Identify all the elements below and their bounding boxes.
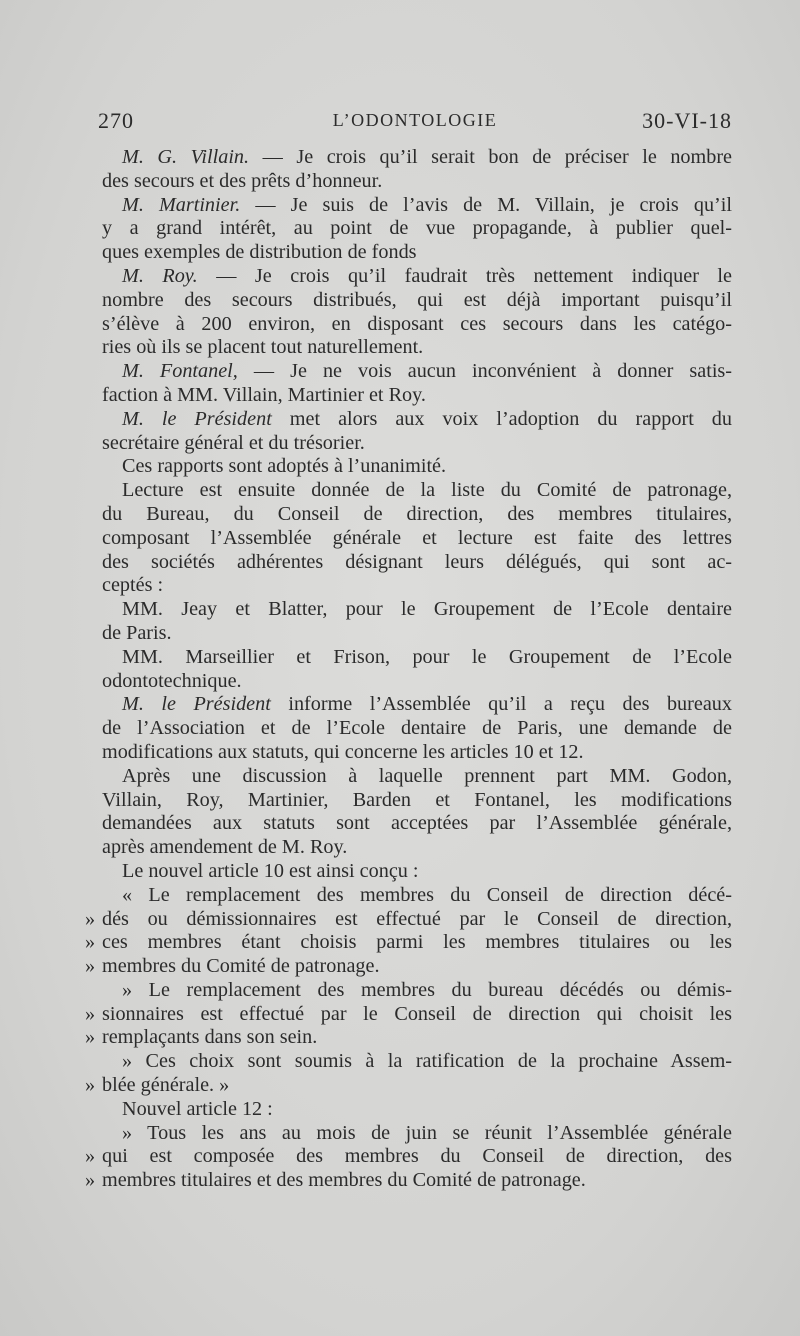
line-text: Le nouvel article 10 est ainsi conçu : [122, 859, 419, 882]
text-line [102, 741, 732, 765]
line-text: Nouvel article 12 : [122, 1097, 273, 1120]
text-line [85, 1169, 732, 1193]
line-text: membres titulaires et des membres du Comité de patronage. [102, 1169, 586, 1192]
text-line [102, 1122, 732, 1146]
continuation-quote-mark: » [85, 1169, 96, 1192]
text-line [102, 384, 732, 408]
text-line [102, 765, 732, 789]
continuation-quote-mark: » [85, 1002, 96, 1025]
text-line [102, 146, 732, 170]
paragraph [85, 1050, 732, 1098]
paragraph [102, 146, 732, 194]
line-text: » Le remplacement des membres du bureau décédés ou démis- [122, 978, 732, 1001]
text-line [102, 598, 732, 622]
line-text: ques exemples de distribution de fonds [102, 241, 417, 264]
line-text: des sociétés adhérentes désignant leurs délégués, qui sont ac- [102, 550, 732, 573]
page-number: 270 [98, 108, 134, 133]
text-line [102, 527, 732, 551]
text-line [85, 931, 732, 955]
text-line [85, 1026, 732, 1050]
paragraph [102, 765, 732, 860]
line-text: des secours et des prêts d’honneur. [102, 169, 383, 192]
text-line [85, 1145, 732, 1169]
paragraph [102, 693, 732, 764]
text-line [85, 907, 732, 932]
text-line [102, 789, 732, 813]
text-line [85, 955, 732, 979]
line-text: ries où ils se placent tout naturellement. [102, 336, 424, 359]
line-text: MM. Marseillier et Frison, pour le Groupement de l’Ecole [122, 645, 732, 668]
text-line [102, 551, 732, 575]
paragraph [102, 408, 732, 456]
text-line [102, 313, 732, 337]
continuation-quote-mark: » [85, 1026, 96, 1049]
issue-date: 30-VI-18 [642, 108, 732, 133]
paragraph [102, 360, 732, 408]
text-line [102, 884, 732, 908]
text-line [102, 693, 732, 717]
line-text: demandées aux statuts sont acceptées par l’Assemblée générale, [102, 812, 732, 835]
continuation-quote-mark: » [85, 955, 96, 978]
running-header [98, 108, 732, 134]
line-text: après amendement de M. Roy. [102, 836, 348, 859]
text-line [102, 622, 732, 646]
line-text: — Je ne vois aucun inconvénient à donner satis- [237, 360, 733, 383]
line-text: du Bureau, du Conseil de direction, des membres titulaires, [102, 502, 732, 525]
journal-title: L’ODONTOLOGIE [332, 110, 498, 130]
text-line [85, 1002, 732, 1027]
paragraph [102, 479, 732, 598]
line-text: ces membres étant choisis parmi les membres titulaires ou les [102, 931, 732, 954]
text-line [102, 241, 732, 265]
line-text: membres du Comité de patronage. [102, 955, 380, 978]
line-text: de Paris. [102, 621, 172, 644]
paragraph [102, 1098, 732, 1122]
text-line [102, 289, 732, 313]
line-text: dés ou démissionnaires est effectué par le Conseil de direction, [102, 907, 732, 930]
continuation-quote-mark: » [85, 931, 96, 954]
line-text: remplaçants dans son sein. [102, 1026, 318, 1049]
text-line [102, 646, 732, 670]
text-line [102, 574, 732, 598]
line-text: de l’Association et de l’Ecole dentaire de Paris, une demande de [102, 717, 732, 740]
speaker-name: M. Martinier. [122, 193, 241, 216]
line-text: Lecture est ensuite donnée de la liste du Comité de patronage, [122, 479, 732, 502]
line-text: s’élève à 200 environ, en disposant ces secours dans les catégo- [102, 312, 732, 335]
speaker-name: M. le Président [122, 407, 272, 430]
line-text: Villain, Roy, Martinier, Barden et Fontanel, les modifications [102, 788, 732, 811]
speaker-name: M. Fontanel, [122, 360, 238, 383]
line-text: — Je crois qu’il faudrait très nettement indiquer le [197, 264, 733, 287]
text-line [102, 836, 732, 860]
line-text: faction à MM. Villain, Martinier et Roy. [102, 383, 426, 406]
text-line [102, 455, 732, 479]
text-line [102, 812, 732, 836]
text-line [102, 265, 732, 289]
line-text: composant l’Assemblée générale et lecture est faite des lettres [102, 526, 732, 549]
text-line [102, 503, 732, 527]
text-line [102, 670, 732, 694]
text-line [102, 217, 732, 241]
continuation-quote-mark: » [85, 1074, 96, 1097]
text-line [102, 194, 732, 218]
paragraph [102, 455, 732, 479]
text-line [102, 1050, 732, 1074]
line-text: ceptés : [102, 574, 164, 597]
line-text: odontotechnique. [102, 669, 242, 692]
text-line [102, 860, 732, 884]
speaker-name: M. G. Villain. [122, 146, 250, 168]
line-text: modifications aux statuts, qui concerne les articles 10 et 12. [102, 740, 584, 763]
text-line [102, 432, 732, 456]
paragraph [102, 598, 732, 646]
line-text: » Ces choix sont soumis à la ratification de la prochaine Assem- [122, 1050, 732, 1073]
line-text: » Tous les ans au mois de juin se réunit l’Assemblée générale [122, 1121, 732, 1144]
text-line [102, 360, 732, 384]
text-line [102, 717, 732, 741]
line-text: « Le remplacement des membres du Conseil de direction décé- [122, 883, 732, 906]
continuation-quote-mark: » [85, 1145, 96, 1168]
paragraph [102, 265, 732, 360]
line-text: nombre des secours distribués, qui est déjà important puisqu’il [102, 288, 732, 311]
line-text: — Je suis de l’avis de M. Villain, je crois qu’il [240, 193, 732, 216]
line-text: sionnaires est effectué par le Conseil de direction qui choisit les [102, 1002, 732, 1025]
line-text: qui est composée des membres du Conseil de direction, des [102, 1145, 732, 1168]
line-text: Après une discussion à laquelle prennent part MM. Godon, [122, 764, 732, 787]
line-text: blée générale. » [102, 1074, 230, 1097]
line-text: Ces rapports sont adoptés à l’unanimité. [122, 455, 447, 478]
line-text: y a grand intérêt, au point de vue propagande, à publier quel- [102, 217, 732, 240]
text-line [102, 170, 732, 194]
text-line [102, 408, 732, 432]
text-line [85, 1074, 732, 1098]
line-text: secrétaire général et du trésorier. [102, 431, 365, 454]
paragraph [85, 978, 732, 1050]
paragraph [102, 194, 732, 265]
text-line [102, 336, 732, 360]
paragraph [102, 860, 732, 884]
text-line [102, 979, 732, 1003]
line-text: — Je crois qu’il serait bon de préciser le nombre [249, 146, 733, 168]
speaker-name: M. le Président [122, 693, 271, 716]
line-text: met alors aux voix l’adoption du rapport du [271, 407, 732, 430]
continuation-quote-mark: » [85, 907, 96, 930]
line-text: MM. Jeay et Blatter, pour le Groupement de l’Ecole dentaire [122, 598, 732, 621]
text-line [102, 479, 732, 503]
text-line [102, 1098, 732, 1122]
page-body [85, 146, 733, 1193]
line-text: informe l’Assemblée qu’il a reçu des bureaux [270, 693, 732, 716]
paragraph [85, 1121, 732, 1193]
paragraph [102, 646, 732, 694]
speaker-name: M. Roy. [122, 264, 198, 287]
paragraph [85, 883, 732, 979]
